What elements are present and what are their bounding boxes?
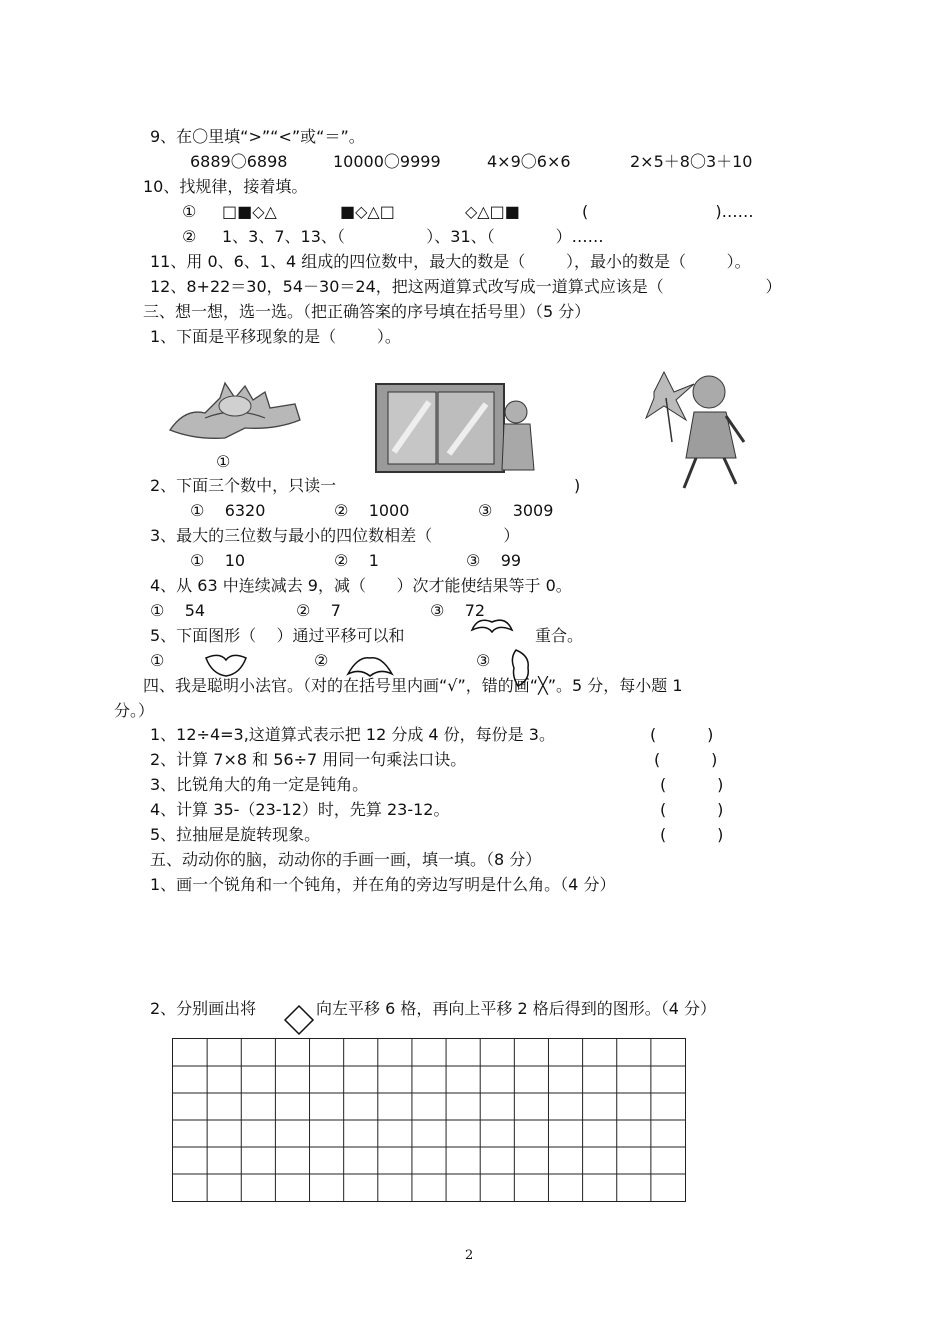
s3-q4-option-3: ③ 72	[430, 601, 486, 620]
s4-item-3-blank: ( )	[660, 775, 724, 794]
s4-item-5: 5、拉抽屉是旋转现象。	[150, 825, 321, 844]
s5-q2-pre: 2、分别画出将	[150, 999, 257, 1018]
s3-q5-option-2: ②	[314, 651, 329, 670]
s3-q3-option-1: ① 10	[190, 551, 246, 570]
s3-q5-option-3: ③	[476, 651, 491, 670]
s4-item-4: 4、计算 35-（23-12）时，先算 23-12。	[150, 800, 450, 819]
q9-item-1: 6889〇6898	[190, 152, 288, 171]
s3-q2-option-2: ② 1000	[334, 501, 410, 520]
q10-row1-item-1: □■◇△	[222, 202, 277, 221]
s3-q2-option-3: ③ 3009	[478, 501, 554, 520]
q10-row1-item-2: ■◇△□	[340, 202, 395, 221]
q12-text: 12、8+22＝30，54－30＝24，把这两道算式改写成一道算式应该是（ ）	[150, 277, 782, 296]
q9-item-4: 2×5＋8〇3＋10	[630, 152, 753, 171]
s3-q5-text: 5、下面图形（ ）通过平移可以和	[150, 626, 405, 645]
section5-title: 五、动动你的脑，动动你的手画一画，填一填。（8 分）	[150, 850, 542, 869]
s4-item-4-blank: ( )	[660, 800, 724, 819]
s3-q2-option-1: ① 6320	[190, 501, 266, 520]
s3-q1-option-1: ①	[216, 452, 231, 471]
s4-item-1: 1、12÷4=3,这道算式表示把 12 分成 4 份，每份是 3。	[150, 725, 555, 744]
s4-item-3: 3、比锐角大的角一定是钝角。	[150, 775, 369, 794]
q10-row1-item-3: ◇△□■	[465, 202, 520, 221]
s3-q4-option-2: ② 7	[296, 601, 341, 620]
target-shape-icon	[468, 612, 516, 636]
s3-q4-text: 4、从 63 中连续减去 9，减（ ）次才能使结果等于 0。	[150, 576, 572, 595]
q10-row1-blank: ( )……	[582, 202, 754, 221]
section4-title-cont: 分。）	[114, 701, 155, 720]
section3-title: 三、想一想，选一选。（把正确答案的序号填在括号里）（5 分）	[143, 302, 591, 321]
s3-q5-tail: 重合。	[535, 626, 584, 645]
drawing-grid[interactable]	[172, 1038, 686, 1202]
s3-q1-text: 1、下面是平移现象的是（ ）。	[150, 327, 401, 346]
s3-q3-text: 3、最大的三位数与最小的四位数相差（ ）	[150, 526, 520, 545]
q10-row2-text: 1、3、7、13、（ ）、31、（ ）……	[222, 227, 604, 246]
s4-item-2-blank: ( )	[654, 750, 718, 769]
q9-item-2: 10000〇9999	[333, 152, 441, 171]
s3-q2-text: 2、下面三个数中，只读一	[150, 476, 337, 495]
q9-title: 9、在〇里填“>”“<”或“＝”。	[150, 127, 365, 146]
diamond-shape-icon	[283, 1004, 315, 1036]
sliding-window-picture	[374, 382, 544, 474]
s4-item-5-blank: ( )	[660, 825, 724, 844]
s3-q2-bracket-close: )	[574, 476, 581, 495]
q10-row2-marker: ②	[182, 227, 197, 246]
s4-item-2: 2、计算 7×8 和 56÷7 用同一句乘法口诀。	[150, 750, 467, 769]
carousel-ride-picture	[165, 378, 305, 450]
s5-q2-post: 向左平移 6 格，再向上平移 2 格后得到的图形。（4 分）	[316, 999, 716, 1018]
s3-q4-option-1: ① 54	[150, 601, 206, 620]
q10-row1-marker: ①	[182, 202, 197, 221]
girl-with-pinwheel-picture	[624, 362, 754, 494]
page-number: 2	[465, 1248, 474, 1263]
s5-q1-text: 1、画一个锐角和一个钝角，并在角的旁边写明是什么角。（4 分）	[150, 875, 616, 894]
s3-q3-option-3: ③ 99	[466, 551, 522, 570]
s4-item-1-blank: ( )	[650, 725, 714, 744]
q11-text: 11、用 0、6、1、4 组成的四位数中，最大的数是（ ），最小的数是（ ）。	[150, 252, 751, 271]
s3-q3-option-2: ② 1	[334, 551, 379, 570]
q10-title: 10、找规律，接着填。	[143, 177, 308, 196]
section4-title: 四、我是聪明小法官。（对的在括号里内画“√”，错的画“╳”。5 分，每小题 1	[143, 676, 683, 695]
q9-item-3: 4×9〇6×6	[487, 152, 571, 171]
s3-q5-option-1: ①	[150, 651, 165, 670]
